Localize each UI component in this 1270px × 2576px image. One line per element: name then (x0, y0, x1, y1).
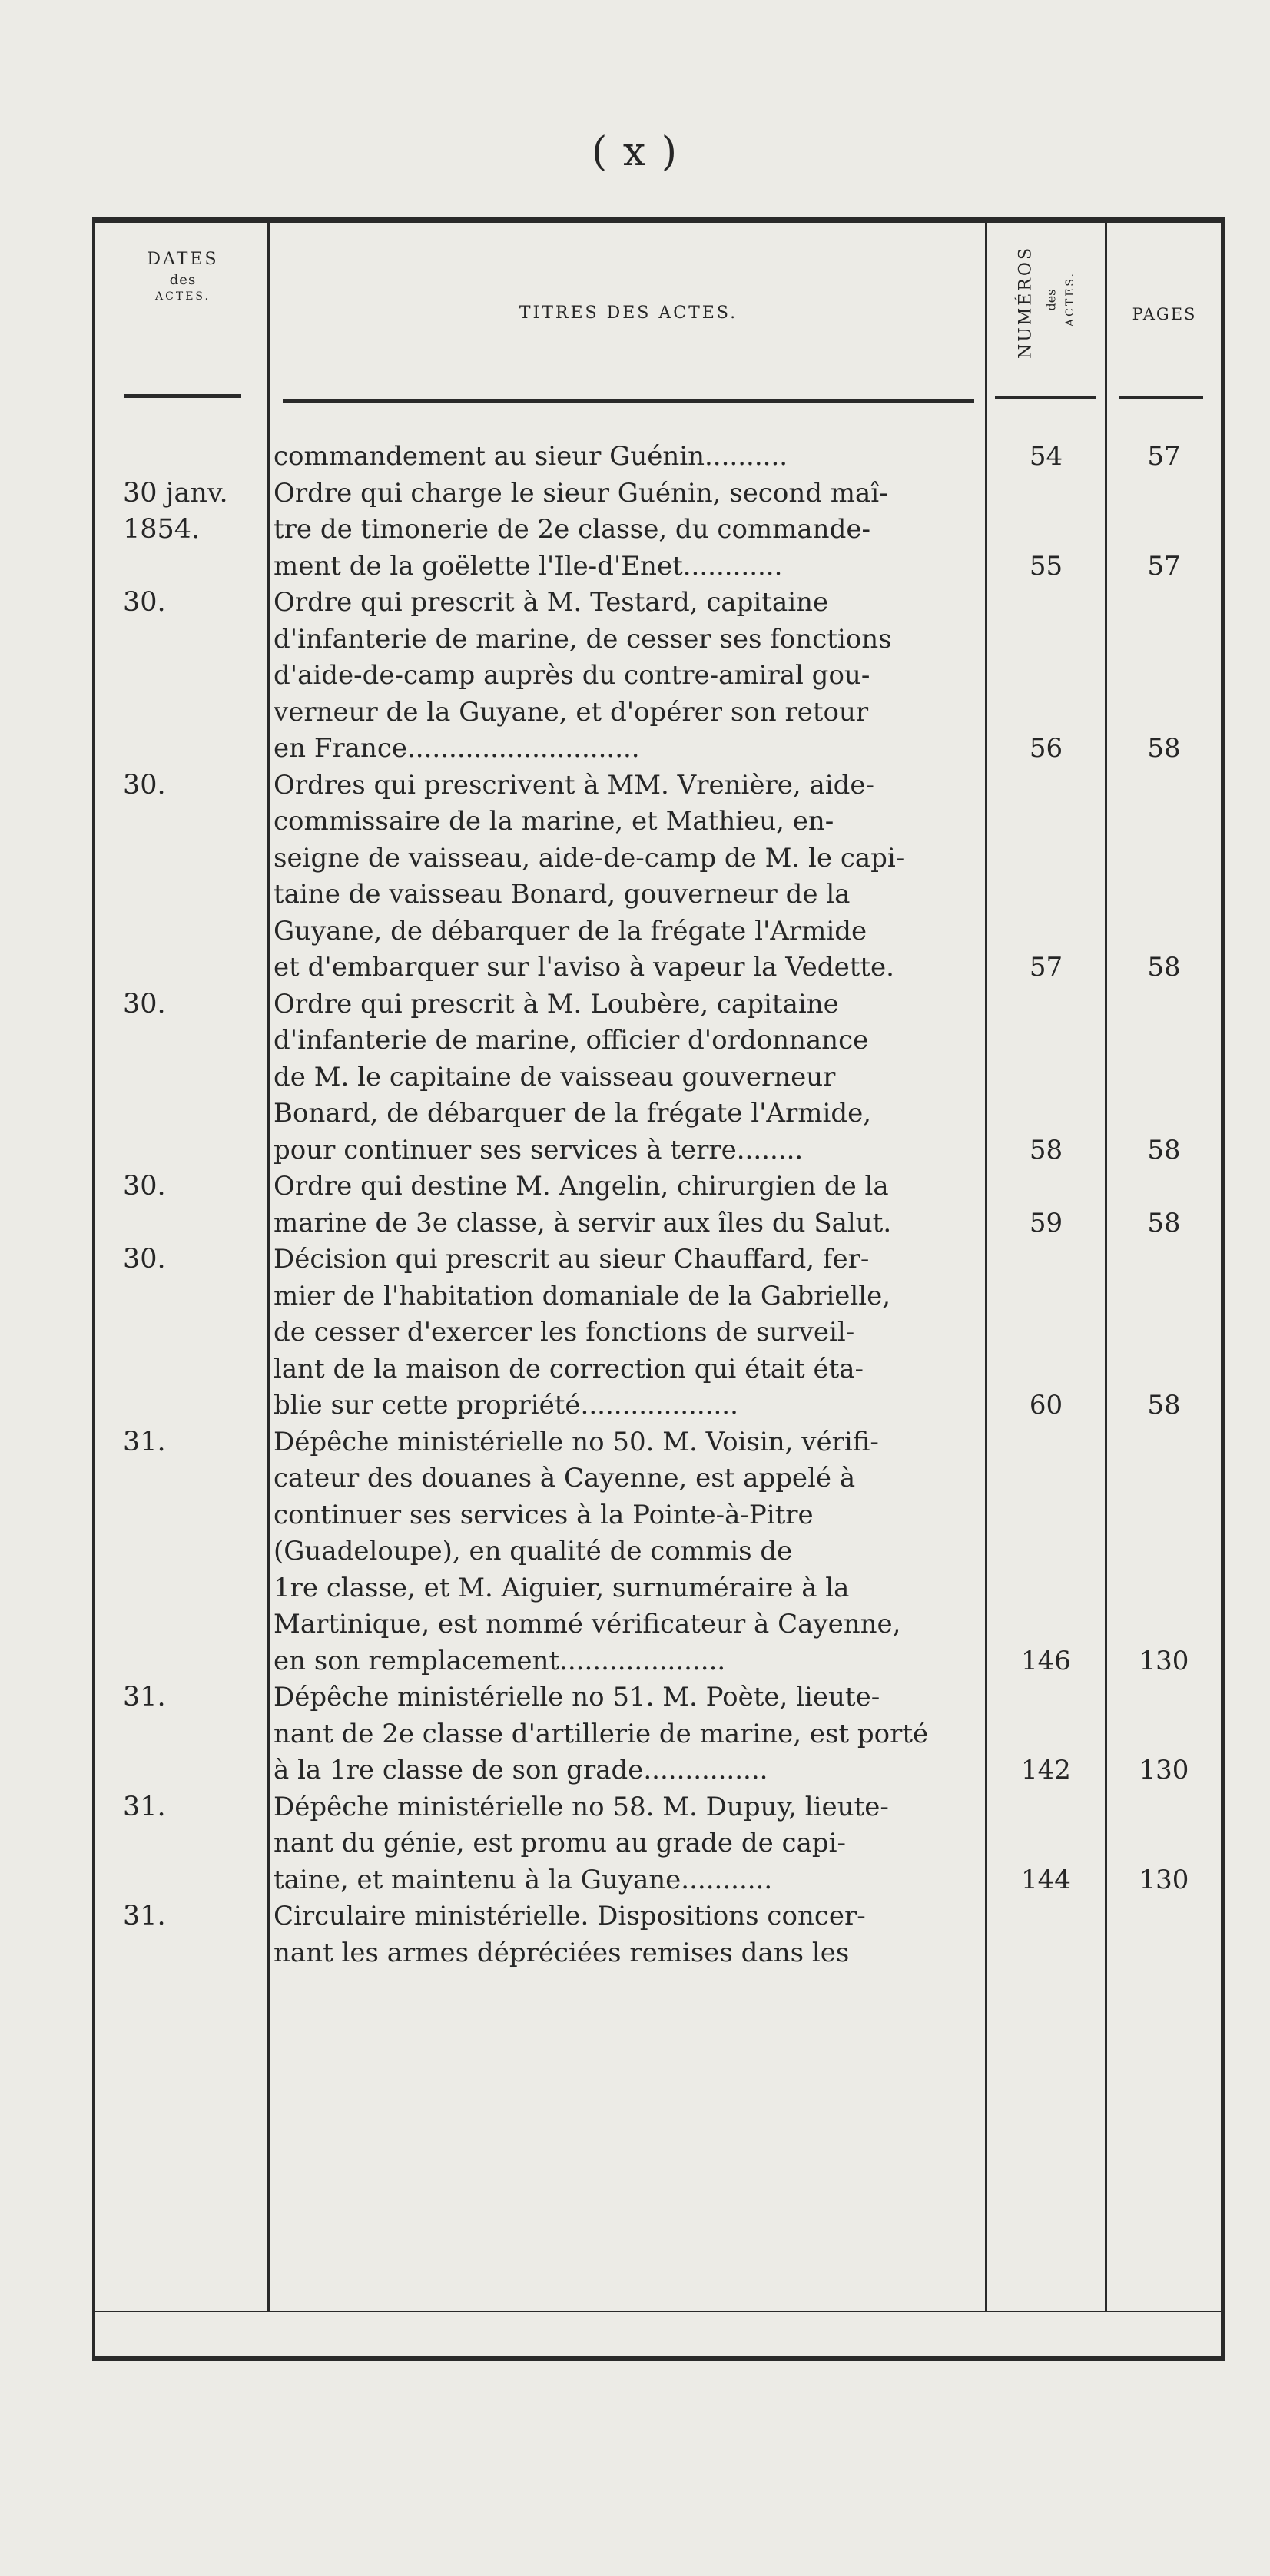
row-title-line: Ordre qui charge le sieur Guénin, second maî- (274, 477, 888, 509)
row-page: 58 (1147, 1134, 1181, 1165)
row-numero: 58 (1029, 1134, 1063, 1165)
row-page: 58 (1147, 1207, 1181, 1238)
row-title-line: marine de 3e classe, à servir aux îles du Salut. (274, 1207, 892, 1238)
register-table (92, 217, 1224, 2576)
top-rule (92, 217, 1224, 223)
row-title-line: continuer ses services à la Pointe-à-Pitre (274, 1499, 814, 1530)
numeros-header-line2: des (1043, 289, 1059, 311)
row-date: 31. (123, 1901, 166, 1931)
row-title-line: nant du génie, est promu au grade de capi- (274, 1828, 846, 1858)
row-title-line: cateur des douanes à Cayenne, est appelé à (274, 1463, 856, 1494)
row-date: 30. (123, 1244, 166, 1275)
row-title-line: commissaire de la marine, et Mathieu, en- (274, 806, 834, 837)
row-page: 58 (1147, 952, 1181, 983)
row-title-line: mier de l'habitation domaniale de la Gabrielle, (274, 1280, 891, 1311)
row-numero: 55 (1029, 550, 1063, 582)
pages-header-rule (1119, 396, 1203, 399)
row-title-line: tre de timonerie de 2e classe, du commande- (274, 514, 870, 545)
row-numero: 59 (1029, 1207, 1063, 1238)
row-title-line: blie sur cette propriété................... (274, 1390, 738, 1421)
row-title-line: lant de la maison de correction qui était éta- (274, 1353, 864, 1384)
divider-numeros-pages (1105, 217, 1107, 2311)
row-title-line: d'infanterie de marine, de cesser ses fonctions (274, 623, 892, 655)
row-date: 31. (123, 1791, 166, 1822)
row-title-line: à la 1re classe de son grade............... (274, 1755, 768, 1785)
numeros-header (987, 225, 1105, 383)
row-title-line: Ordre qui destine M. Angelin, chirurgien de la (274, 1171, 889, 1202)
row-title-line: ment de la goëlette l'Ile-d'Enet............ (274, 550, 783, 582)
row-title-line: Ordre qui prescrit à M. Testard, capitaine (274, 587, 829, 618)
row-title-line: taine de vaisseau Bonard, gouverneur de la (274, 879, 851, 910)
row-title-line: pour continuer ses services à terre........ (274, 1134, 804, 1165)
row-date: 31. (123, 1682, 166, 1712)
row-numero: 57 (1029, 952, 1063, 983)
row-date: 30. (123, 769, 166, 801)
row-date: 31. (123, 1426, 166, 1457)
numeros-header-line3: ACTES. (1064, 271, 1076, 327)
row-title-line: Ordre qui prescrit à M. Loubère, capitaine (274, 988, 839, 1019)
dates-header-rule (124, 394, 241, 398)
row-title-line: Guyane, de débarquer de la frégate l'Armide (274, 915, 867, 947)
row-page: 57 (1147, 550, 1181, 582)
titres-header-rule (283, 399, 974, 403)
row-numero: 142 (1021, 1755, 1071, 1785)
row-title-line: Dépêche ministérielle no 50. M. Voisin, vérifi- (274, 1426, 879, 1457)
dates-header-line2: des (169, 271, 197, 288)
page-folio: ( x ) (592, 129, 678, 175)
row-numero: 56 (1029, 733, 1063, 764)
row-numero: 146 (1021, 1645, 1071, 1676)
row-title-line: et d'embarquer sur l'aviso à vapeur la Vedette. (274, 952, 894, 983)
row-title-line: nant les armes dépréciées remises dans les (274, 1937, 850, 1968)
titres-header: TITRES DES ACTES. (519, 303, 738, 323)
row-title-line: d'aide-de-camp auprès du contre-amiral gou- (274, 660, 870, 691)
row-title-line: nant de 2e classe d'artillerie de marine, est porté (274, 1718, 929, 1749)
row-title-line: Dépêche ministérielle no 58. M. Dupuy, lieute- (274, 1791, 889, 1822)
row-page: 130 (1139, 1864, 1189, 1895)
bottom-rule (92, 2356, 1224, 2361)
row-title-line: Bonard, de débarquer de la frégate l'Armide, (274, 1098, 872, 1129)
inner-bottom-rule (95, 2311, 1221, 2312)
pages-header: PAGES (1132, 305, 1197, 323)
dates-header-line3: ACTES. (155, 290, 211, 303)
row-title-line: Décision qui prescrit au sieur Chauffard, fer- (274, 1244, 870, 1275)
row-title-line: 1re classe, et M. Aiguier, surnuméraire à la (274, 1572, 850, 1603)
row-page: 58 (1147, 1390, 1181, 1421)
row-title-line: seigne de vaisseau, aide-de-camp de M. le capi- (274, 842, 905, 874)
row-title-line: Circulaire ministérielle. Dispositions concer- (274, 1901, 866, 1931)
row-title-line: (Guadeloupe), en qualité de commis de (274, 1536, 793, 1566)
row-title-line: de cesser d'exercer les fonctions de surveil- (274, 1317, 855, 1348)
row-title-line: en France............................ (274, 733, 640, 764)
row-title-line: Martinique, est nommé vérificateur à Cayenne, (274, 1609, 901, 1639)
left-border (92, 217, 95, 2361)
row-title-line: verneur de la Guyane, et d'opérer son retour (274, 696, 869, 728)
row-page: 130 (1139, 1645, 1189, 1676)
row-title-line: de M. le capitaine de vaisseau gouverneur (274, 1061, 836, 1092)
right-border (1221, 217, 1225, 2361)
row-title-line: en son remplacement.................... (274, 1645, 726, 1676)
divider-dates-titles (267, 217, 270, 2311)
row-title-line: Ordres qui prescrivent à MM. Vrenière, aide- (274, 769, 874, 801)
row-numero: 60 (1029, 1390, 1063, 1421)
row-date: 30. (123, 988, 166, 1019)
row-page: 58 (1147, 733, 1181, 764)
row-page: 57 (1147, 441, 1181, 472)
row-page: 130 (1139, 1755, 1189, 1785)
row-title-line: commandement au sieur Guénin.......... (274, 441, 788, 472)
numeros-header-line1: NUMÉROS (1016, 245, 1036, 360)
row-numero: 144 (1021, 1864, 1071, 1895)
divider-titles-numeros (985, 217, 987, 2311)
row-date: 30. (123, 1171, 166, 1202)
row-date: 30. (123, 587, 166, 618)
numeros-header-rule (995, 396, 1096, 399)
row-title-line: taine, et maintenu à la Guyane........... (274, 1864, 773, 1895)
dates-header (124, 248, 241, 304)
row-title-line: Dépêche ministérielle no 51. M. Poète, lieute- (274, 1682, 880, 1712)
dates-header-line1: DATES (147, 250, 219, 269)
row-date: 30 janv. 1854. (123, 477, 228, 545)
row-numero: 54 (1029, 441, 1063, 472)
row-title-line: d'infanterie de marine, officier d'ordonnance (274, 1025, 869, 1056)
